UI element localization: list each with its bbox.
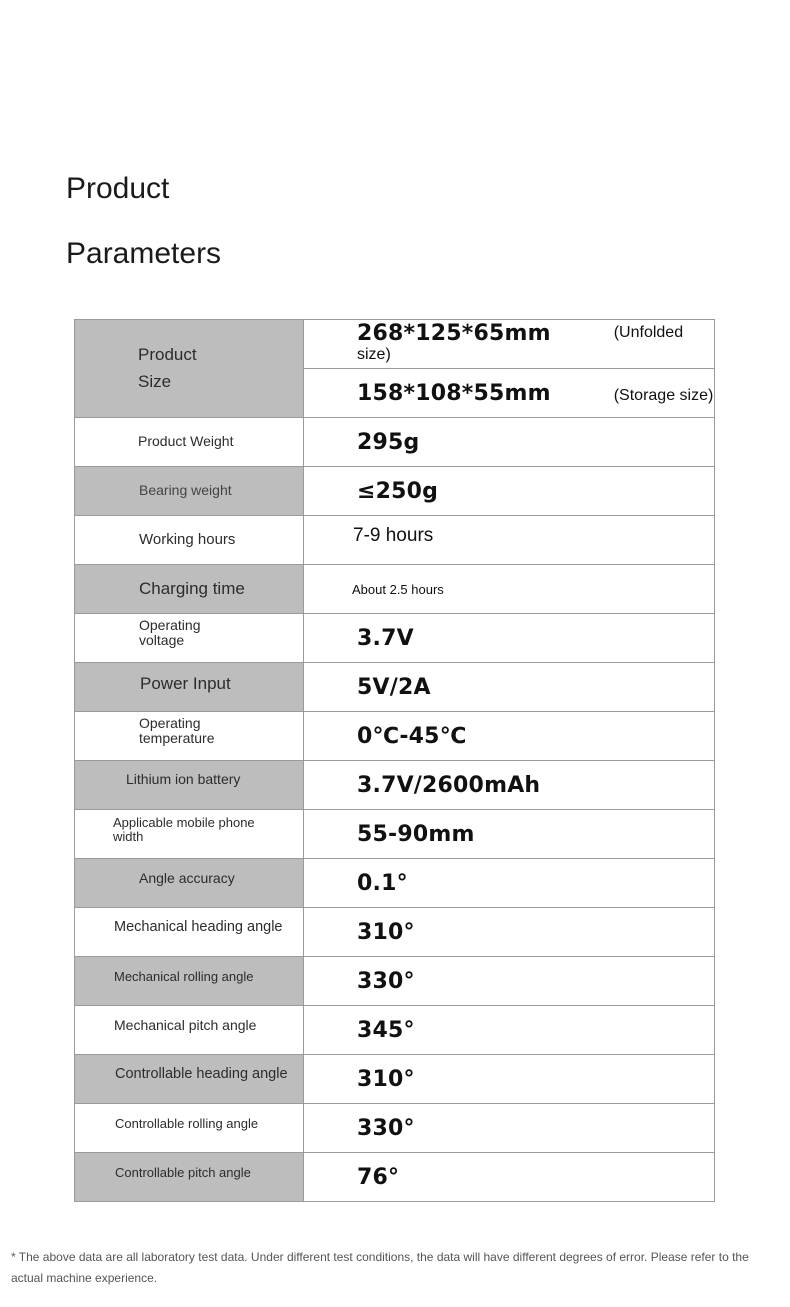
unfolded-size-note: (Unfolded size) <box>357 324 684 363</box>
row-value: 5V/2A <box>357 674 431 700</box>
label-cell <box>75 712 304 761</box>
row-value: 55-90mm <box>357 821 475 847</box>
row-label: Charging time <box>139 578 245 598</box>
value-cell <box>304 663 715 712</box>
storage-size-value: 158*108*55mm <box>357 380 551 406</box>
value-cell <box>304 565 715 614</box>
table-row <box>75 957 715 1006</box>
table-row <box>75 712 715 761</box>
row-value: 3.7V/2600mAh <box>357 772 541 798</box>
value-cell <box>304 369 715 418</box>
label-cell <box>75 614 304 663</box>
label-cell <box>75 320 304 418</box>
label-cell <box>75 810 304 859</box>
table-row <box>75 1104 715 1153</box>
row-value: 0℃-45℃ <box>357 723 467 749</box>
label-cell <box>75 516 304 565</box>
row-value: About 2.5 hours <box>352 581 444 597</box>
row-label: Bearing weight <box>139 482 232 499</box>
row-label-line-2: voltage <box>139 632 185 648</box>
row-label: Mechanical rolling angle <box>114 968 254 984</box>
row-value: 76° <box>357 1164 400 1190</box>
table-row <box>75 516 715 565</box>
row-label: Controllable heading angle <box>115 1066 288 1083</box>
row-label: Mechanical pitch angle <box>114 1017 257 1034</box>
value-cell <box>304 908 715 957</box>
row-label-line-1: Operating <box>139 714 201 731</box>
table-row <box>75 565 715 614</box>
row-label-line-1: Applicable mobile phone <box>113 814 255 830</box>
value-cell <box>304 1055 715 1104</box>
label-cell <box>75 761 304 810</box>
label-cell <box>75 1153 304 1202</box>
value-cell <box>304 418 715 467</box>
table-row <box>75 320 715 369</box>
table-row <box>75 1055 715 1104</box>
label-cell <box>75 1006 304 1055</box>
row-label: Working hours <box>139 530 236 548</box>
value-cell <box>304 761 715 810</box>
label-cell <box>75 1055 304 1104</box>
row-label: Power Input <box>140 674 231 694</box>
row-label: Product Weight <box>138 433 234 450</box>
footnote: * The above data are all laboratory test data. Under different test conditions, the data will have different degrees of error. Please refer to the actual machine experience. <box>11 1250 749 1285</box>
table-row <box>75 908 715 957</box>
table-row <box>75 467 715 516</box>
row-label-line-1: Operating <box>139 616 201 633</box>
row-label-line-2: width <box>113 829 144 844</box>
value-cell <box>304 1006 715 1055</box>
title-line-2: Parameters <box>66 237 222 270</box>
row-value: 7-9 hours <box>353 525 434 546</box>
value-line <box>304 381 714 406</box>
label-cell <box>75 859 304 908</box>
row-value: 310° <box>357 919 415 945</box>
row-label: Controllable rolling angle <box>115 1115 259 1131</box>
parameters-table <box>74 319 715 1202</box>
label-cell <box>75 908 304 957</box>
value-cell <box>304 957 715 1006</box>
storage-size-note: (Storage size) <box>613 386 714 404</box>
title-line-1: Product <box>66 172 170 205</box>
table-row <box>75 1006 715 1055</box>
table-row <box>75 810 715 859</box>
row-value: 330° <box>357 1115 415 1141</box>
row-label: Controllable pitch angle <box>115 1164 251 1180</box>
label-cell <box>75 467 304 516</box>
row-value: 295g <box>357 429 420 455</box>
row-label: Mechanical heading angle <box>114 919 283 936</box>
row-value: 0.1° <box>357 870 408 896</box>
value-cell <box>304 516 715 565</box>
table-row <box>75 1153 715 1202</box>
row-label-line-2: temperature <box>139 730 215 746</box>
value-cell <box>304 810 715 859</box>
row-label: Angle accuracy <box>139 870 235 887</box>
value-cell <box>304 1104 715 1153</box>
label-cell <box>75 565 304 614</box>
value-cell <box>304 1153 715 1202</box>
row-value: 3.7V <box>357 625 414 651</box>
row-label: Lithium ion battery <box>126 771 241 788</box>
row-value: 310° <box>357 1066 415 1092</box>
size-label-line-2: Size <box>138 371 172 391</box>
table-row <box>75 418 715 467</box>
value-cell <box>304 859 715 908</box>
value-cell <box>304 712 715 761</box>
table-row <box>75 761 715 810</box>
value-cell <box>304 320 715 369</box>
row-value: ≤250g <box>357 478 439 504</box>
label-cell <box>75 957 304 1006</box>
row-value: 330° <box>357 968 415 994</box>
value-cell <box>304 467 715 516</box>
table-row <box>75 614 715 663</box>
unfolded-size-value: 268*125*65mm <box>357 321 551 346</box>
row-value: 345° <box>357 1017 415 1043</box>
table-row <box>75 663 715 712</box>
label-cell <box>75 1104 304 1153</box>
label-cell <box>75 418 304 467</box>
value-line <box>304 321 714 367</box>
table-row <box>75 859 715 908</box>
size-label-line-1: Product <box>138 344 197 364</box>
value-cell <box>304 614 715 663</box>
label-cell <box>75 663 304 712</box>
